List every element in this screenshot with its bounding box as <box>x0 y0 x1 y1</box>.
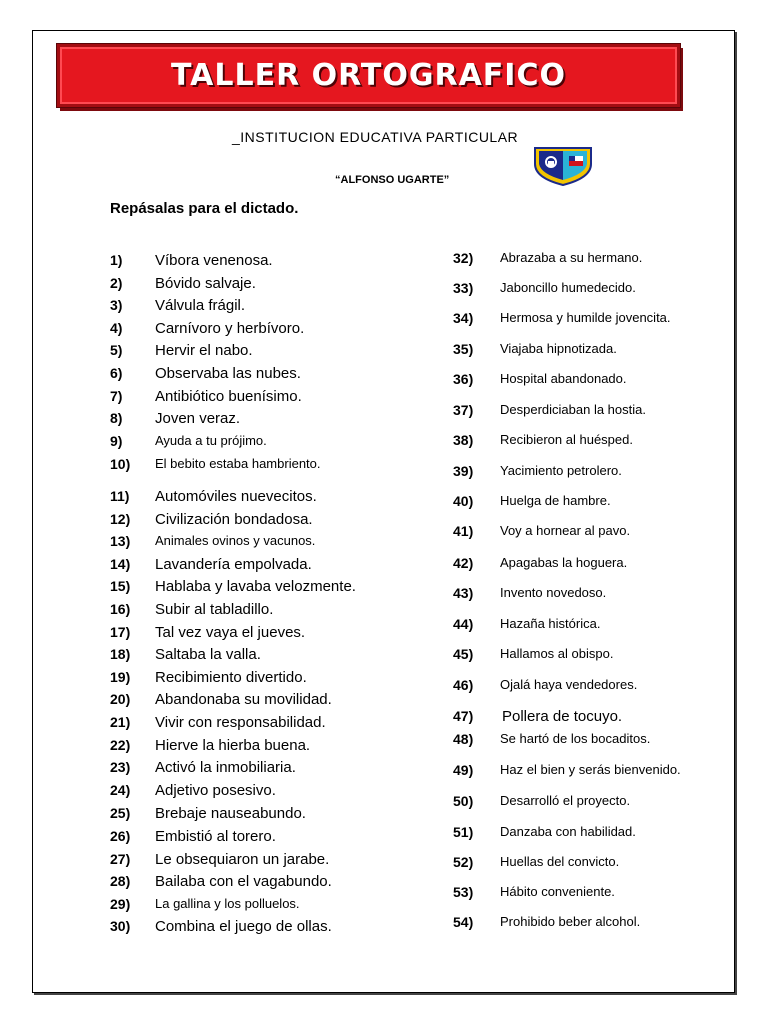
item-phrase: Subir al tabladillo. <box>155 601 274 618</box>
item-phrase: Brebaje nauseabundo. <box>155 805 306 822</box>
item-phrase: Automóviles nuevecitos. <box>155 488 317 505</box>
item-phrase: Civilización bondadosa. <box>155 511 313 528</box>
item-number: 8) <box>110 410 123 426</box>
item-number: 37) <box>453 402 474 418</box>
item-number: 25) <box>110 805 131 821</box>
item-number: 42) <box>453 555 474 571</box>
item-number: 30) <box>110 918 131 934</box>
item-phrase: El bebito estaba hambriento. <box>155 456 321 471</box>
item-phrase: Adjetivo posesivo. <box>155 782 276 799</box>
item-number: 48) <box>453 731 474 747</box>
item-number: 29) <box>110 896 131 912</box>
item-phrase: Observaba las nubes. <box>155 365 301 382</box>
school-name: “ALFONSO UGARTE” <box>335 174 450 186</box>
item-number: 47) <box>453 708 474 724</box>
item-number: 27) <box>110 851 131 867</box>
item-number: 13) <box>110 533 131 549</box>
page-title: TALLER ORTOGRAFICO <box>171 58 566 93</box>
item-number: 12) <box>110 511 131 527</box>
item-phrase: Hervir el nabo. <box>155 342 253 359</box>
item-phrase: Víbora venenosa. <box>155 252 273 269</box>
item-number: 41) <box>453 523 474 539</box>
item-phrase: Bailaba con el vagabundo. <box>155 873 332 890</box>
item-phrase: Se hartó de los bocaditos. <box>500 731 651 746</box>
item-number: 36) <box>453 371 474 387</box>
item-phrase: Combina el juego de ollas. <box>155 918 332 935</box>
item-number: 3) <box>110 297 123 313</box>
item-number: 34) <box>453 310 474 326</box>
item-phrase: Haz el bien y serás bienvenido. <box>500 762 681 777</box>
item-phrase: Activó la inmobiliaria. <box>155 759 296 776</box>
item-number: 28) <box>110 873 131 889</box>
title-banner <box>57 44 680 107</box>
item-phrase: Bóvido salvaje. <box>155 275 256 292</box>
item-number: 16) <box>110 601 131 617</box>
item-number: 52) <box>453 854 474 870</box>
item-number: 46) <box>453 677 474 693</box>
item-number: 9) <box>110 433 123 449</box>
item-number: 39) <box>453 463 474 479</box>
item-number: 4) <box>110 320 123 336</box>
item-phrase: Válvula frágil. <box>155 297 246 314</box>
item-number: 33) <box>453 280 474 296</box>
item-phrase: Voy a hornear al pavo. <box>500 523 631 538</box>
item-phrase: Recibimiento divertido. <box>155 669 307 686</box>
item-phrase: Hierve la hierba buena. <box>155 737 311 754</box>
item-number: 18) <box>110 646 131 662</box>
item-number: 7) <box>110 388 123 404</box>
item-phrase: Animales ovinos y vacunos. <box>155 533 316 548</box>
item-phrase: Joven veraz. <box>155 410 241 427</box>
item-number: 53) <box>453 884 474 900</box>
item-phrase: Pollera de tocuyo. <box>502 708 623 725</box>
item-phrase: Lavandería empolvada. <box>155 556 312 573</box>
item-number: 22) <box>110 737 131 753</box>
item-number: 10) <box>110 456 131 472</box>
item-phrase: Hábito conveniente. <box>500 884 615 899</box>
item-number: 24) <box>110 782 131 798</box>
item-phrase: Tal vez vaya el jueves. <box>155 624 306 641</box>
item-number: 2) <box>110 275 123 291</box>
item-number: 43) <box>453 585 474 601</box>
item-phrase: Abandonaba su movilidad. <box>155 691 332 708</box>
item-number: 20) <box>110 691 131 707</box>
item-number: 45) <box>453 646 474 662</box>
item-number: 38) <box>453 432 474 448</box>
item-phrase: Antibiótico buenísimo. <box>155 388 302 405</box>
item-number: 5) <box>110 342 123 358</box>
item-number: 21) <box>110 714 131 730</box>
item-number: 26) <box>110 828 131 844</box>
item-phrase: Jaboncillo humedecido. <box>500 280 636 295</box>
item-number: 35) <box>453 341 474 357</box>
item-phrase: Hermosa y humilde jovencita. <box>500 310 671 325</box>
item-phrase: Apagabas la hoguera. <box>500 555 628 570</box>
item-phrase: Le obsequiaron un jarabe. <box>155 851 330 868</box>
item-phrase: La gallina y los polluelos. <box>155 896 300 911</box>
school-crest-logo <box>533 146 593 186</box>
item-number: 1) <box>110 252 123 268</box>
item-phrase: Hazaña histórica. <box>500 616 601 631</box>
instruction-text: Repásalas para el dictado. <box>110 200 299 217</box>
item-phrase: Huelga de hambre. <box>500 493 611 508</box>
item-number: 19) <box>110 669 131 685</box>
item-number: 11) <box>110 488 130 504</box>
item-phrase: Huellas del convicto. <box>500 854 620 869</box>
item-number: 40) <box>453 493 474 509</box>
item-phrase: Hospital abandonado. <box>500 371 627 386</box>
item-phrase: Desperdiciaban la hostia. <box>500 402 646 417</box>
item-number: 44) <box>453 616 474 632</box>
item-phrase: Prohibido beber alcohol. <box>500 914 641 929</box>
item-phrase: Ayuda a tu prójimo. <box>155 433 267 448</box>
item-number: 50) <box>453 793 474 809</box>
item-phrase: Hallamos al obispo. <box>500 646 614 661</box>
item-number: 49) <box>453 762 474 778</box>
item-phrase: Abrazaba a su hermano. <box>500 250 643 265</box>
institution-label: _INSTITUCION EDUCATIVA PARTICULAR <box>232 129 519 145</box>
item-phrase: Carnívoro y herbívoro. <box>155 320 305 337</box>
item-phrase: Viajaba hipnotizada. <box>500 341 617 356</box>
item-number: 14) <box>110 556 131 572</box>
item-number: 23) <box>110 759 131 775</box>
item-phrase: Invento novedoso. <box>500 585 607 600</box>
item-phrase: Saltaba la valla. <box>155 646 261 663</box>
item-phrase: Yacimiento petrolero. <box>500 463 622 478</box>
item-phrase: Danzaba con habilidad. <box>500 824 636 839</box>
item-phrase: Ojalá haya vendedores. <box>500 677 638 692</box>
item-phrase: Recibieron al huésped. <box>500 432 633 447</box>
item-number: 17) <box>110 624 131 640</box>
item-phrase: Vivir con responsabilidad. <box>155 714 326 731</box>
item-number: 51) <box>453 824 474 840</box>
item-number: 6) <box>110 365 123 381</box>
item-number: 54) <box>453 914 474 930</box>
item-phrase: Embistió al torero. <box>155 828 276 845</box>
item-phrase: Desarrolló el proyecto. <box>500 793 631 808</box>
item-phrase: Hablaba y lavaba velozmente. <box>155 578 356 595</box>
item-number: 15) <box>110 578 131 594</box>
item-number: 32) <box>453 250 474 266</box>
